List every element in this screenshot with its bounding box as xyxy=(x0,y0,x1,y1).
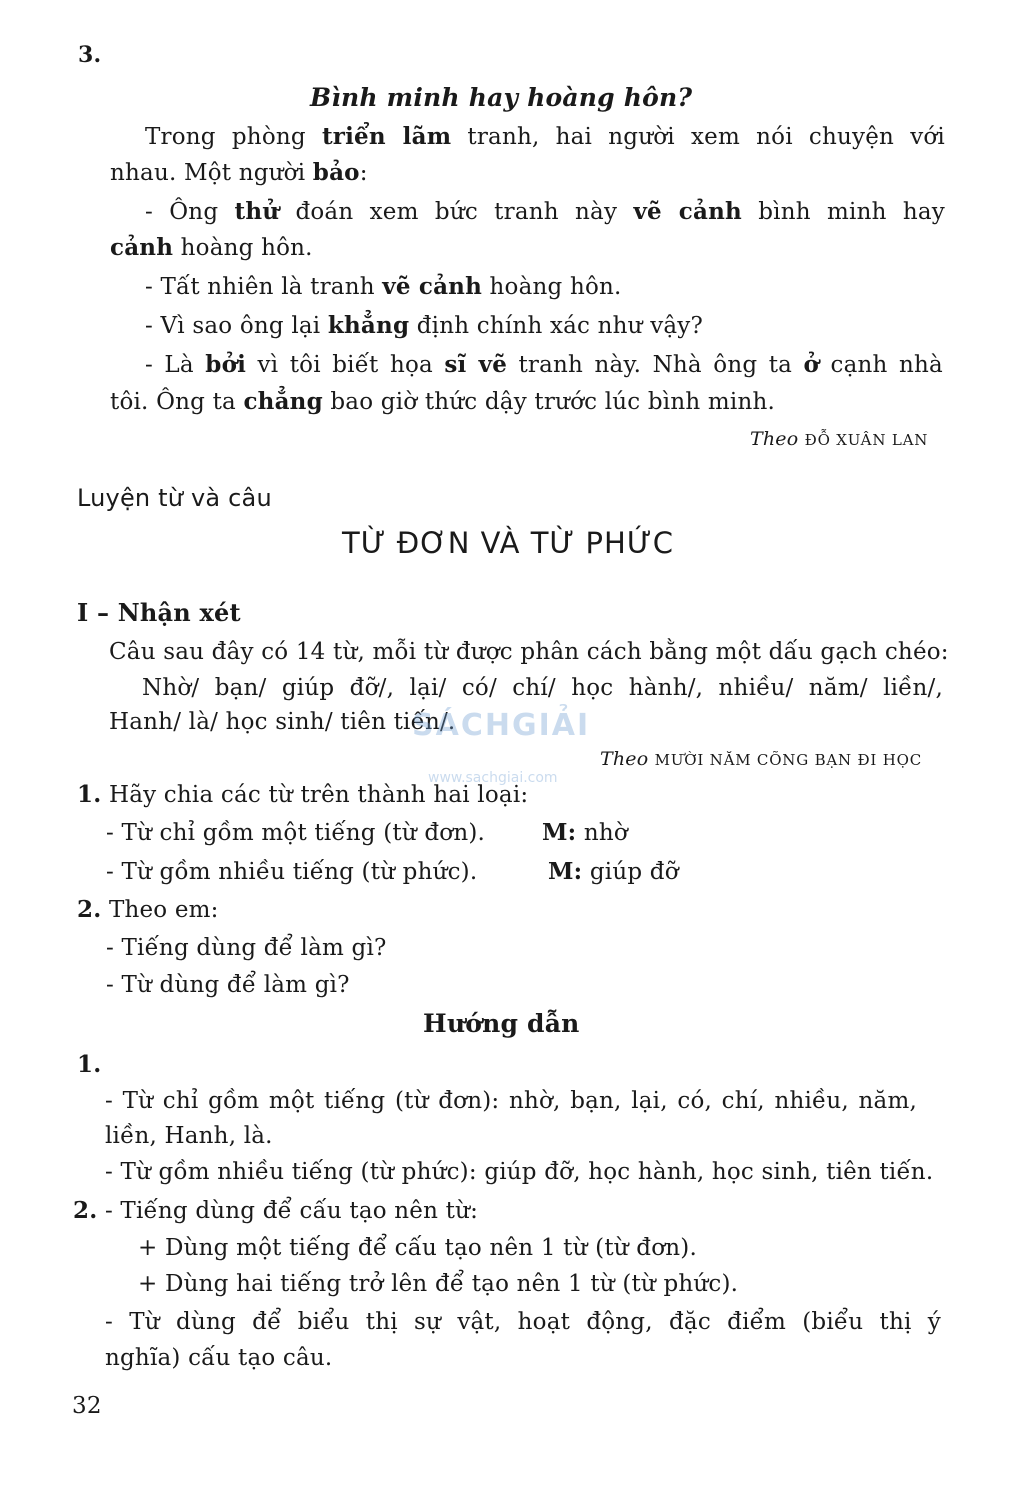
watermark-brand: SÁCHGIẢI xyxy=(412,708,591,743)
question-2-option-a: - Tiếng dùng để làm gì? xyxy=(106,935,387,961)
answer-2-line-5: nghĩa) cấu tạo câu. xyxy=(105,1345,333,1371)
story-dialogue-2: - Tất nhiên là tranh vẽ cảnh hoàng hôn. xyxy=(145,273,622,300)
story-dialogue-4-line-1: - Là bởi vì tôi biết họa sĩ vẽ tranh này. Nhà ông ta ở cạnh nhà xyxy=(145,351,943,378)
answer-2-line-2: + Dùng một tiếng để cấu tạo nên 1 từ (từ đơn). xyxy=(138,1235,697,1261)
question-1: 1. Hãy chia các từ trên thành hai loại: xyxy=(77,781,529,808)
lesson-intro: Câu sau đây có 14 từ, mỗi từ được phân cách bằng một dấu gạch chéo: xyxy=(109,639,949,665)
answer-2-line-4: - Từ dùng để biểu thị sự vật, hoạt động, đặc điểm (biểu thị ý xyxy=(105,1309,941,1335)
answer-1-line-1: - Từ chỉ gồm một tiếng (từ đơn): nhờ, bạn, lại, có, chí, nhiều, năm, xyxy=(105,1088,917,1114)
answer-1-number: 1. xyxy=(77,1051,102,1078)
story-dialogue-3: - Vì sao ông lại khẳng định chính xác như vậy? xyxy=(145,312,704,339)
question-2: 2. Theo em: xyxy=(77,896,219,923)
question-1-option-b-example: M: giúp đỡ xyxy=(548,858,679,885)
watermark-url: www.sachgiai.com xyxy=(428,770,558,786)
answer-2-line-3: + Dùng hai tiếng trở lên để tạo nên 1 từ (từ phức). xyxy=(138,1271,739,1297)
example-sentence-line-2: Hanh/ là/ học sinh/ tiên tiến/. xyxy=(109,709,456,735)
example-sentence-line-1: Nhờ/ bạn/ giúp đỡ/, lại/ có/ chí/ học hành/, nhiều/ năm/ liền/, xyxy=(142,675,943,701)
story-source: Theo ĐỖ XUÂN LAN xyxy=(750,428,929,450)
lesson-title: TỪ ĐƠN VÀ TỪ PHỨC xyxy=(342,526,674,560)
question-1-option-b: - Từ gồm nhiều tiếng (từ phức). xyxy=(106,859,478,885)
story-title: Bình minh hay hoàng hôn? xyxy=(310,83,693,112)
section-heading-nhan-xet: I – Nhận xét xyxy=(77,598,241,627)
question-1-option-a: - Từ chỉ gồm một tiếng (từ đơn). xyxy=(106,820,486,846)
answer-2-line-1: 2. - Tiếng dùng để cấu tạo nên từ: xyxy=(73,1197,479,1224)
story-dialogue-1-line-1: - Ông thử đoán xem bức tranh này vẽ cảnh bình minh hay xyxy=(145,198,946,225)
answer-1-line-2: liền, Hanh, là. xyxy=(105,1123,273,1149)
watermark xyxy=(412,696,612,796)
story-dialogue-4-line-2: tôi. Ông ta chẳng bao giờ thức dậy trước lúc bình minh. xyxy=(110,388,775,415)
story-paragraph-1-line-2: nhau. Một người bảo: xyxy=(110,159,368,186)
example-source: Theo MƯỜI NĂM CÕNG BẠN ĐI HỌC xyxy=(600,748,922,770)
answer-1-line-3: - Từ gồm nhiều tiếng (từ phức): giúp đỡ, học hành, học sinh, tiên tiến. xyxy=(105,1159,934,1185)
lesson-category: Luyện từ và câu xyxy=(77,484,272,512)
exercise-number: 3. xyxy=(78,42,102,68)
story-dialogue-1-line-2: cảnh hoàng hôn. xyxy=(110,234,313,261)
question-1-option-a-example: M: nhờ xyxy=(542,819,628,846)
page-number: 32 xyxy=(72,1393,102,1419)
question-2-option-b: - Từ dùng để làm gì? xyxy=(106,972,350,998)
guide-heading: Hướng dẫn xyxy=(423,1009,580,1038)
story-paragraph-1-line-1: Trong phòng triển lãm tranh, hai người xem nói chuyện với xyxy=(145,123,945,150)
